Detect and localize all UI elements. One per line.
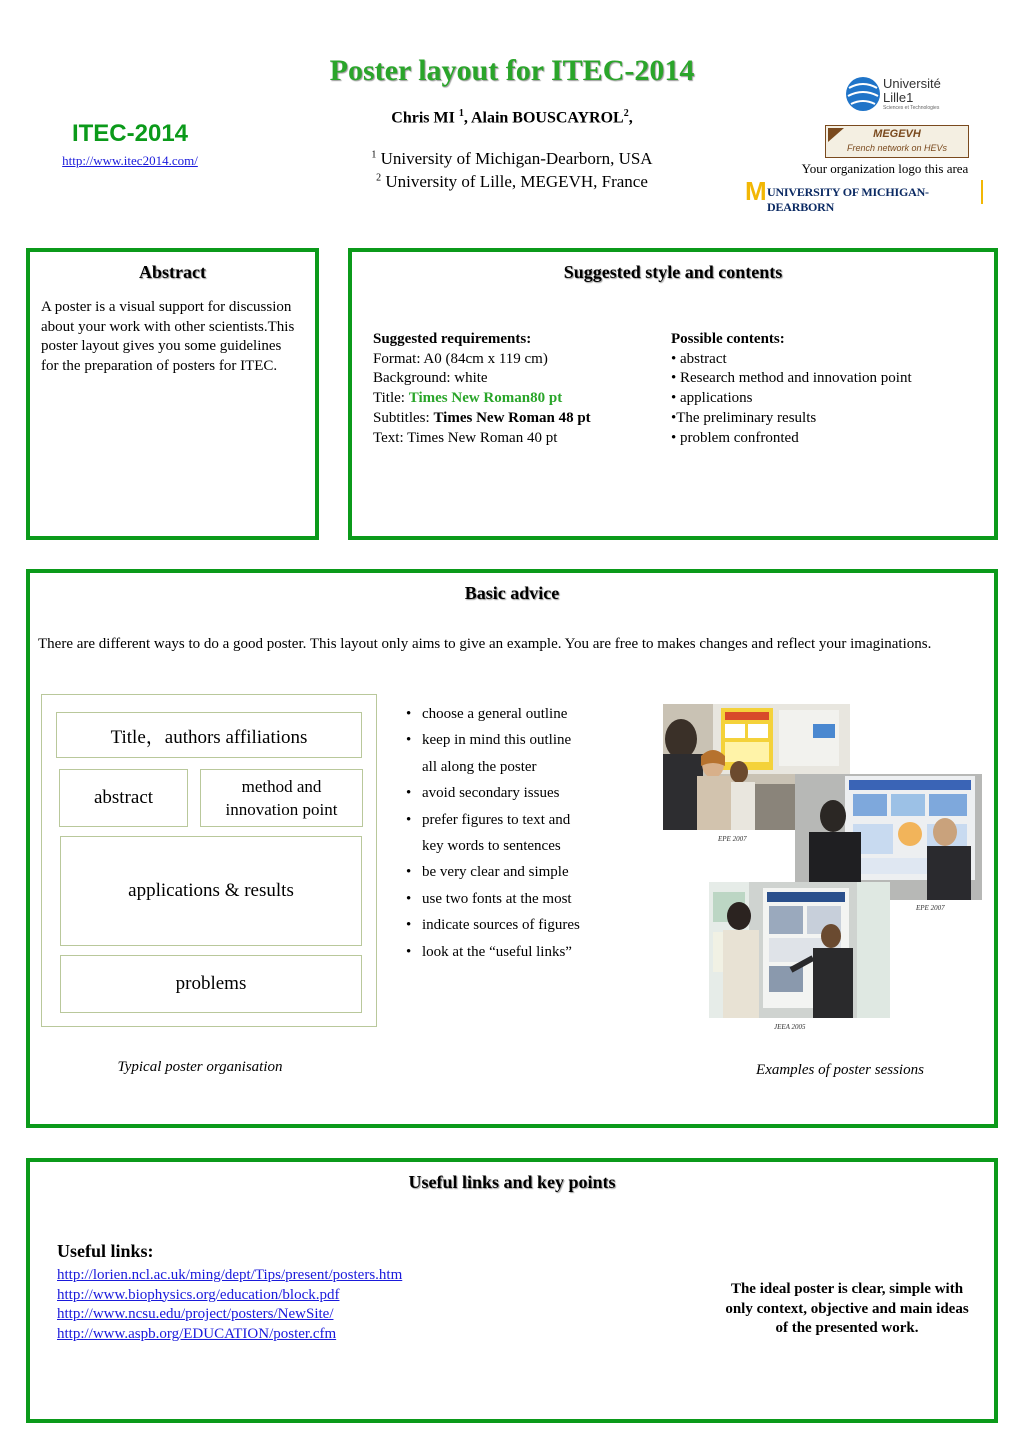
megevh-logo xyxy=(825,125,969,158)
advice-item: • be very clear and simple xyxy=(406,864,569,881)
abstract-section xyxy=(26,248,319,540)
advice-item-text: indicate sources of figures xyxy=(422,917,580,934)
advice-item-continuation xyxy=(406,754,580,780)
lille-logo-line1: Université xyxy=(883,76,941,91)
conference-link[interactable] xyxy=(30,153,230,169)
advice-item: • keep in mind this outline xyxy=(406,732,572,749)
useful-link[interactable]: http://www.ncsu.edu/project/posters/NewSite/ xyxy=(57,1306,334,1323)
lille-logo-line3: Sciences et Technologies xyxy=(883,105,940,111)
outline-abstract-box: abstract xyxy=(59,769,188,827)
advice-item: • choose a general outline xyxy=(406,706,568,722)
photo-3-caption: JEEA 2005 xyxy=(774,1023,806,1031)
poster-title: Poster layout for ITEC-2014 xyxy=(329,54,695,87)
contents-heading: Possible contents: xyxy=(671,331,785,347)
outline-title-box: Title，authors affiliations xyxy=(56,712,362,758)
req-subtitles-label: Subtitles: xyxy=(373,409,434,426)
advice-item: • prefer figures to text and xyxy=(406,811,571,828)
links-heading: Useful links: xyxy=(57,1241,154,1261)
author-2: , Alain BOUSCAYROL xyxy=(463,109,624,127)
author-2-sup: 2 xyxy=(623,108,629,119)
advice-item: • indicate sources of figures xyxy=(406,917,580,934)
style-section xyxy=(348,248,998,540)
req-text: Text: Times New Roman 40 pt xyxy=(373,429,558,446)
advice-item-text: be very clear and simple xyxy=(422,864,569,881)
contents-column xyxy=(671,330,912,448)
advice-item-text: key words to sentences xyxy=(422,838,561,855)
req-background: Background: white xyxy=(373,370,488,387)
author-1: Chris MI xyxy=(391,109,459,127)
umd-logo-letter: M xyxy=(745,176,767,206)
advice-title: Basic advice xyxy=(464,583,560,603)
key-point-text: The ideal poster is clear, simple with only context, objective and main ideas of the presented work. xyxy=(725,1281,969,1337)
req-title-value: Times New Roman80 pt xyxy=(408,390,563,407)
conference-link-text[interactable]: http://www.itec2014.com/ xyxy=(62,153,198,168)
contents-item: • Research method and innovation point xyxy=(671,370,912,387)
advice-item-text: all along the poster xyxy=(422,758,537,775)
req-title xyxy=(373,389,591,409)
advice-item-text: use two fonts at the most xyxy=(422,890,572,907)
outline-applications-box: applications & results xyxy=(60,836,362,946)
req-subtitles xyxy=(373,409,591,429)
advice-section xyxy=(26,569,998,1128)
umd-logo xyxy=(745,176,985,214)
lille-logo-line2: Lille1 xyxy=(883,90,914,105)
org-logo-placeholder-text: Your organization logo this area xyxy=(801,161,969,176)
advice-item-text: prefer figures to text and xyxy=(422,811,571,828)
affiliation-1-text: University of Michigan-Dearborn, USA xyxy=(376,149,653,168)
megevh-logo-line1: MEGEVH xyxy=(873,128,921,140)
advice-list xyxy=(406,701,580,965)
lille-globe-icon xyxy=(845,74,881,114)
outline-method-box: method and innovation point xyxy=(200,769,363,827)
contents-item: •The preliminary results xyxy=(671,409,817,426)
useful-link[interactable]: http://www.biophysics.org/education/block.pdf xyxy=(57,1286,340,1303)
advice-item-text: choose a general outline xyxy=(422,706,568,722)
advice-intro: There are different ways to do a good poster. This layout only aims to give an example. You are free to makes changes and reflect your imaginations. xyxy=(38,636,932,652)
links-section xyxy=(26,1158,998,1423)
links-list xyxy=(57,1266,402,1344)
advice-item: • look at the “useful links” xyxy=(406,943,572,960)
req-title-label: Title: xyxy=(373,390,409,407)
advice-item-text: avoid secondary issues xyxy=(422,785,560,802)
req-subtitles-value: Times New Roman 48 pt xyxy=(433,409,591,426)
poster-session-photo-3 xyxy=(709,882,890,1018)
requirements-heading: Suggested requirements: xyxy=(373,331,532,347)
advice-item-continuation xyxy=(406,833,580,859)
poster-outline-diagram xyxy=(41,694,377,1027)
advice-item: • use two fonts at the most xyxy=(406,890,572,907)
useful-link[interactable]: http://lorien.ncl.ac.uk/ming/dept/Tips/present/posters.htm xyxy=(57,1267,403,1283)
abstract-title: Abstract xyxy=(139,262,206,282)
contents-item: • applications xyxy=(671,390,753,407)
links-title: Useful links and key points xyxy=(408,1172,616,1192)
lille-logo xyxy=(845,74,965,114)
umd-logo-text: UNIVERSITY OF MICHIGAN-DEARBORN xyxy=(767,185,929,214)
photo-2-caption: EPE 2007 xyxy=(916,904,945,912)
contents-item: • abstract xyxy=(671,350,727,367)
abstract-text: A poster is a visual support for discussion about your work with other scientists.This poster layout gives you some guidelines for the preparation of posters for ITEC. xyxy=(41,299,295,374)
advice-item-text: look at the “useful links” xyxy=(422,943,572,960)
contents-item: • problem confronted xyxy=(671,429,799,446)
affiliation-1-sup: 1 xyxy=(371,149,377,161)
authors-end: , xyxy=(628,109,633,127)
outline-caption: Typical poster organisation xyxy=(117,1059,283,1075)
photos-caption: Examples of poster sessions xyxy=(756,1062,924,1078)
advice-item: • avoid secondary issues xyxy=(406,785,560,802)
megevh-logo-line2: French network on HEVs xyxy=(846,143,948,153)
author-1-sup: 1 xyxy=(458,108,464,119)
affiliation-2-sup: 2 xyxy=(376,172,382,184)
umd-logo-bar xyxy=(981,180,983,204)
advice-item-text: keep in mind this outline xyxy=(422,732,572,749)
requirements-column xyxy=(373,330,591,448)
photo-1-caption: EPE 2007 xyxy=(718,835,747,843)
conference-name: ITEC-2014 xyxy=(71,120,189,147)
req-format: Format: A0 (84cm x 119 cm) xyxy=(373,350,548,367)
useful-link[interactable]: http://www.aspb.org/EDUCATION/poster.cfm xyxy=(57,1325,337,1342)
style-title: Suggested style and contents xyxy=(563,262,783,282)
outline-problems-box: problems xyxy=(60,955,362,1013)
affiliation-2-text: University of Lille, MEGEVH, France xyxy=(381,172,648,191)
